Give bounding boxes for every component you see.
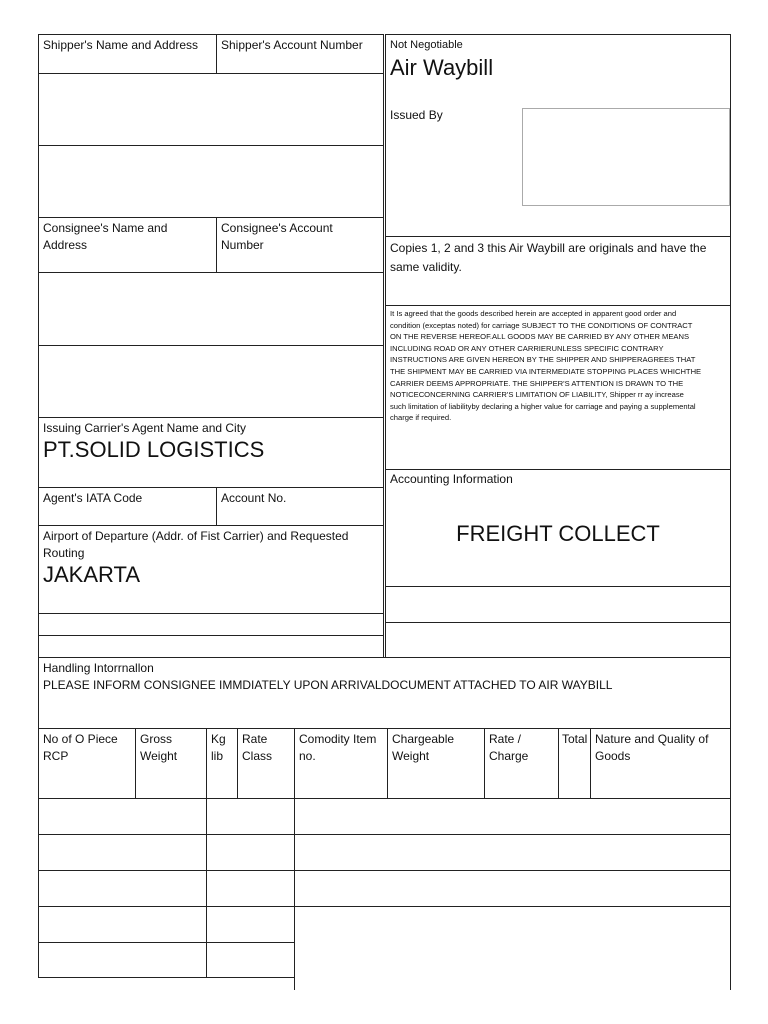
air-waybill-title: Air Waybill bbox=[390, 55, 494, 80]
routing-field-2[interactable] bbox=[38, 635, 384, 658]
right-border bbox=[730, 906, 731, 990]
agent-label: Issuing Carrier's Agent Name and City bbox=[43, 421, 247, 435]
table-row-cell[interactable] bbox=[294, 834, 731, 871]
not-negotiable-label: Not Negotiable bbox=[390, 39, 463, 51]
table-row-cell[interactable] bbox=[206, 870, 295, 907]
header-gross-weight-label: Gross Weight bbox=[140, 732, 178, 763]
shipper-account-label: Shipper's Account Number bbox=[221, 38, 363, 52]
accounting-field-1[interactable] bbox=[385, 586, 731, 623]
handling-text: PLEASE INFORM CONSIGNEE IMMDIATELY UPON ARRIVALDOCUMENT ATTACHED TO AIR WAYBILL bbox=[43, 678, 613, 692]
shipper-address-field-1[interactable] bbox=[38, 73, 384, 146]
table-row-cell[interactable] bbox=[38, 906, 207, 943]
header-kg-lib-label: Kg lib bbox=[211, 732, 226, 763]
departure-label: Airport of Departure (Addr. of Fist Carrier) and Requested Routing bbox=[43, 529, 349, 560]
table-row-cell[interactable] bbox=[38, 798, 207, 835]
consignee-name-label: Consignee's Name and Address bbox=[43, 221, 168, 252]
header-pieces-label: No of O Piece RCP bbox=[43, 732, 118, 763]
terms-line: NOTICECONCERNING CARRIER'S LIMITATION OF LIABILITY, Shipper rr ay increase bbox=[390, 390, 684, 400]
accounting-field-2[interactable] bbox=[385, 622, 731, 658]
header-rate-charge-label: Rate / Charge bbox=[489, 732, 529, 763]
column-divider bbox=[294, 906, 295, 990]
consignee-address-field-1[interactable] bbox=[38, 272, 384, 346]
terms-line: CARRIER DEEMS APPROPRIATE. THE SHIPPER'S ATTENTION IS DRAWN TO THE bbox=[390, 378, 684, 388]
departure-value: JAKARTA bbox=[43, 562, 140, 587]
shipper-name-label: Shipper's Name and Address bbox=[43, 38, 199, 52]
accounting-label: Accounting Information bbox=[390, 472, 513, 486]
table-row-cell[interactable] bbox=[206, 798, 295, 835]
terms-line: condition (exceptas noted) for carriage SUBJECT TO THE CONDITIONS OF CONTRACT bbox=[390, 320, 693, 330]
iata-code-label: Agent's IATA Code bbox=[43, 491, 143, 505]
consignee-address-field-2[interactable] bbox=[38, 345, 384, 418]
table-row-cell[interactable] bbox=[206, 906, 295, 943]
shipper-address-field-2[interactable] bbox=[38, 145, 384, 218]
terms-line: INSTRUCTIONS ARE GIVEN HEREON BY THE SHIPPER AND SHIPPERAGREES THAT bbox=[390, 355, 696, 365]
header-total-label: Total bbox=[562, 732, 588, 746]
terms-line: It Is agreed that the goods described herein are accepted in apparent good order and bbox=[390, 309, 677, 318]
table-row-cell[interactable] bbox=[206, 942, 295, 978]
header-rate-class-label: Rate Class bbox=[242, 732, 273, 763]
handling-label: Handling Intorrnallon bbox=[43, 661, 154, 675]
table-row-cell[interactable] bbox=[38, 870, 207, 907]
issuer-stamp-box[interactable] bbox=[522, 108, 730, 206]
terms-line: THE SHIPMENT MAY BE CARRIED VIA INTERMEDIATE STOPPING PLACES WHICHTHE bbox=[390, 366, 702, 376]
table-row-cell[interactable] bbox=[294, 798, 731, 835]
agent-value: PT.SOLID LOGISTICS bbox=[43, 437, 265, 462]
table-row-cell[interactable] bbox=[294, 870, 731, 907]
header-chargeable-weight-label: Chargeable Weight bbox=[392, 732, 455, 763]
table-row-cell[interactable] bbox=[206, 834, 295, 871]
terms-text bbox=[390, 308, 730, 424]
table-row-cell[interactable] bbox=[38, 834, 207, 871]
header-nature-goods-label: Nature and Quality of Goods bbox=[595, 732, 709, 763]
terms-line: charge if required. bbox=[390, 413, 452, 423]
accounting-value: FREIGHT COLLECT bbox=[456, 521, 660, 546]
terms-line: INCLUDING ROAD OR ANY OTHER CARRIERUNLESS SPECIFIC CONTRARY bbox=[390, 343, 664, 353]
issued-by-label: Issued By bbox=[390, 108, 443, 122]
consignee-account-label: Consignee's Account Number bbox=[221, 221, 333, 252]
header-commodity-label: Comodity Item no. bbox=[299, 732, 377, 763]
copies-text: Copies 1, 2 and 3 this Air Waybill are originals and have the same validity. bbox=[390, 241, 707, 274]
terms-line: such limitation of liabilityby declaring a higher value for carriage and paying a supplemental bbox=[390, 401, 696, 411]
table-row-cell[interactable] bbox=[38, 942, 207, 978]
account-no-label: Account No. bbox=[221, 491, 287, 505]
routing-field-1[interactable] bbox=[38, 613, 384, 636]
terms-line: ON THE REVERSE HEREOF.ALL GOODS MAY BE CARRIED BY ANY OTHER MEANS bbox=[390, 332, 690, 342]
